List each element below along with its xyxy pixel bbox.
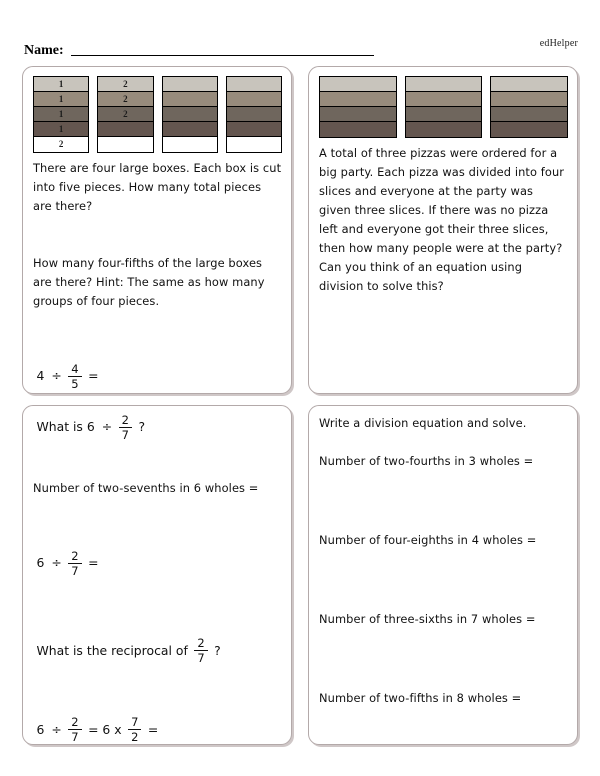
fraction-slice — [406, 92, 482, 107]
fraction-slice — [227, 137, 281, 152]
problem-1-question-1: There are four large boxes. Each box is cut into five pieces. How many total pieces are there? — [33, 161, 282, 213]
fraction-box — [162, 76, 218, 153]
equals-times-operator: = 6 x — [88, 721, 122, 737]
fraction-slice — [98, 137, 152, 152]
problem-4-item[interactable]: Number of two-fourths in 3 wholes = — [319, 454, 534, 468]
problem-panel-4 — [308, 405, 578, 745]
fraction-slice: 1 — [34, 92, 88, 107]
fraction-slice: 2 — [34, 137, 88, 152]
problem-3-line-1 — [33, 414, 282, 441]
panel-row-top — [22, 66, 578, 394]
fraction-two-sevenths — [119, 414, 132, 441]
fraction-slice: 2 — [98, 107, 152, 122]
fraction-box — [490, 76, 568, 138]
edhelper-logo: edHelper — [539, 38, 578, 49]
fraction-slice — [163, 77, 217, 92]
fraction-slice — [491, 107, 567, 122]
fraction-slice — [227, 122, 281, 137]
fraction-slice — [320, 107, 396, 122]
equals-sign: = — [147, 721, 159, 737]
problem-1-question-2: How many four-fifths of the large boxes are there? Hint: The same as how many groups of four pieces. — [33, 256, 265, 308]
fraction-numerator: 2 — [121, 413, 129, 427]
problem-panel-1 — [22, 66, 292, 394]
fraction-box — [97, 76, 153, 153]
fraction-slice — [163, 92, 217, 107]
problem-4-instruction: Write a division equation and solve. — [319, 416, 527, 430]
problem-4-item-list — [319, 452, 568, 708]
problem-2-question-1: A total of three pizzas were ordered for a big party. Each pizza was divided into four slices and everyone at the party was given three slices. If there was no pizza left and everyone got their three slices, then how many people were at the party? Can you think of an equation using division to solve this? — [319, 146, 565, 293]
fraction-denominator: 7 — [197, 651, 205, 666]
fraction-box — [405, 76, 483, 138]
equation-lead: 4 — [36, 368, 45, 384]
fraction-slice — [227, 77, 281, 92]
panel-row-bottom — [22, 405, 578, 745]
problem-panel-2 — [308, 66, 578, 394]
name-label: Name: — [24, 43, 64, 58]
fraction-slice — [320, 77, 396, 92]
fraction-slice: 2 — [98, 92, 152, 107]
fraction-two-sevenths — [68, 550, 81, 577]
problem-4-item[interactable]: Number of four-eighths in 4 wholes = — [319, 533, 537, 547]
line-1-prefix: What is 6 — [36, 419, 95, 435]
fraction-slice — [163, 122, 217, 137]
fraction-seven-halves — [128, 716, 141, 743]
fraction-slice: 2 — [98, 77, 152, 92]
fraction-slice: 1 — [34, 122, 88, 137]
fraction-slice — [227, 92, 281, 107]
fraction-numerator: 2 — [71, 549, 79, 564]
fraction-box — [226, 76, 282, 153]
fraction-slice — [491, 77, 567, 92]
fraction-slice — [163, 137, 217, 152]
division-operator-icon: ÷ — [51, 555, 62, 571]
fraction-slice — [320, 122, 396, 137]
fraction-denominator: 5 — [71, 377, 79, 392]
equation-lead: 6 — [36, 721, 45, 737]
fraction-numerator: 2 — [197, 636, 205, 651]
fraction-denominator: 7 — [71, 730, 79, 745]
fraction-slice — [491, 122, 567, 137]
fraction-two-sevenths — [194, 637, 207, 664]
fraction-slice — [491, 92, 567, 107]
problem-panel-3 — [22, 405, 292, 745]
name-field-row — [24, 44, 374, 58]
fraction-denominator: 7 — [71, 564, 79, 579]
problem-3-line-4 — [33, 637, 282, 664]
fraction-numerator: 4 — [71, 362, 79, 376]
equals-sign: = — [88, 368, 99, 384]
pizza-diagram-boxes — [319, 76, 568, 138]
problem-4-item[interactable]: Number of three-sixths in 7 wholes = — [319, 612, 536, 626]
equals-sign: = — [88, 555, 99, 571]
fraction-numerator: 7 — [131, 715, 139, 730]
fraction-slice — [406, 77, 482, 92]
line-4-prefix: What is the reciprocal of — [36, 642, 188, 658]
fraction-slice — [227, 107, 281, 122]
fraction-two-sevenths — [68, 716, 81, 743]
fraction-slice — [98, 122, 152, 137]
problem-3-line-3[interactable] — [33, 550, 282, 577]
line-1-suffix: ? — [138, 419, 146, 435]
problem-3-line-5[interactable] — [33, 716, 282, 743]
problem-4-item[interactable]: Number of two-fifths in 8 wholes = — [319, 691, 522, 705]
division-operator-icon: ÷ — [101, 419, 113, 435]
line-4-suffix: ? — [214, 642, 221, 658]
equation-lead: 6 — [36, 555, 45, 571]
fraction-slice — [406, 122, 482, 137]
name-write-line[interactable] — [71, 55, 374, 56]
division-operator-icon: ÷ — [51, 368, 62, 384]
worksheet-body — [22, 66, 578, 745]
fraction-slice — [320, 92, 396, 107]
fraction-box — [319, 76, 397, 138]
fraction-slice: 1 — [34, 77, 88, 92]
fraction-slice — [163, 107, 217, 122]
division-operator-icon: ÷ — [51, 721, 62, 737]
fraction-four-fifths — [68, 363, 81, 390]
fraction-numerator: 2 — [71, 715, 79, 730]
problem-3-line-2: Number of two-sevenths in 6 wholes = — [33, 481, 259, 496]
fraction-box — [33, 76, 89, 153]
fraction-denominator: 2 — [131, 730, 139, 745]
problem-1-equation[interactable] — [33, 363, 282, 390]
fraction-denominator: 7 — [121, 428, 129, 443]
fraction-slice: 1 — [34, 107, 88, 122]
fraction-slice — [406, 107, 482, 122]
fraction-diagram-boxes — [33, 76, 282, 153]
